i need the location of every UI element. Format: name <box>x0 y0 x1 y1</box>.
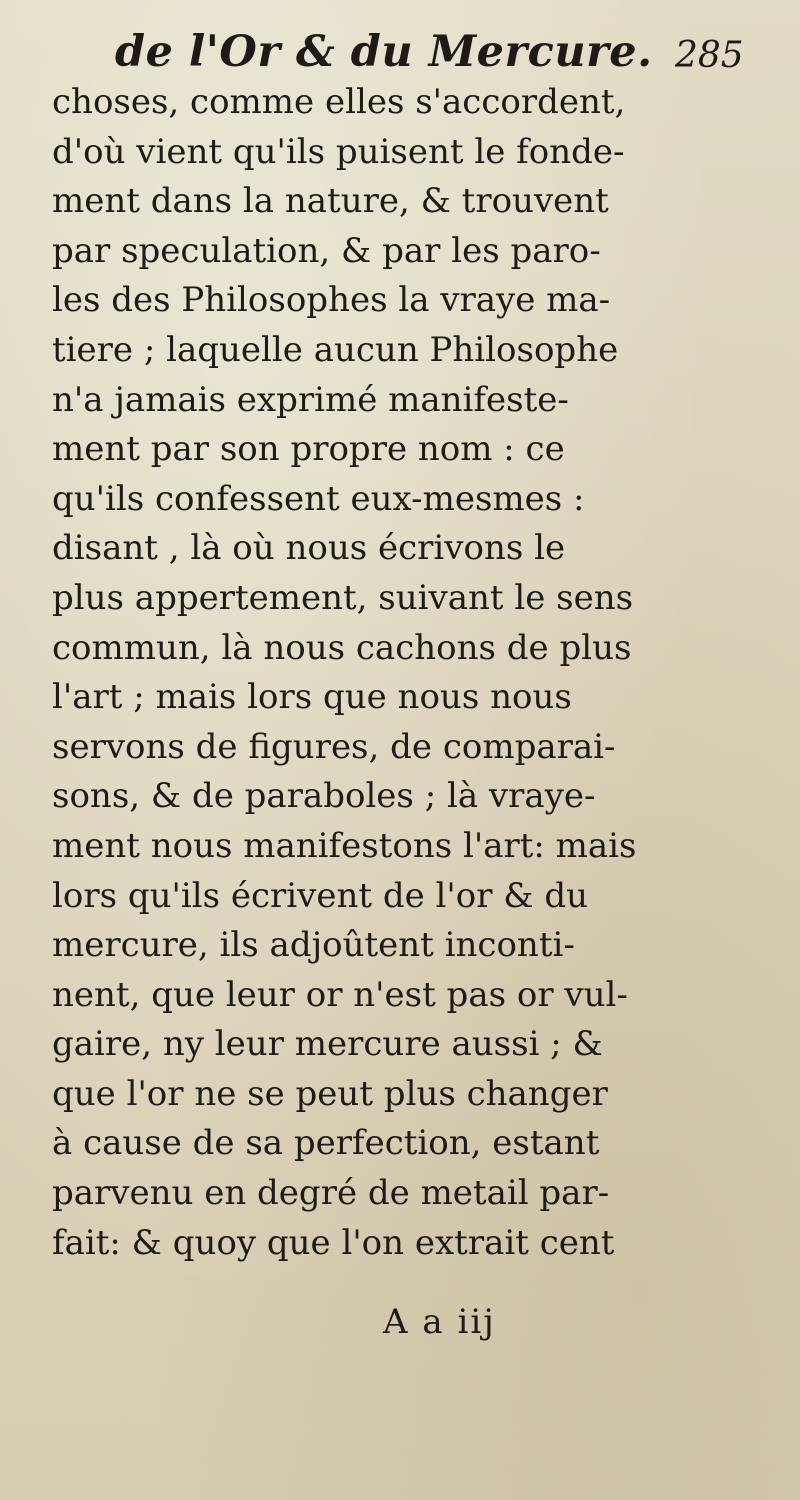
text-line: d'où vient qu'ils puisent le fonde- <box>52 131 625 172</box>
text-line: ment par son propre nom : ce <box>52 429 565 470</box>
text-line: nent, que leur or n'est pas or vul- <box>52 974 628 1015</box>
text-line: par speculation, & par les paro- <box>52 230 601 271</box>
text-line: tiere ; laquelle aucun Philosophe <box>52 329 619 370</box>
text-line: fait: & quoy que l'on extrait cent <box>52 1222 615 1263</box>
running-title: de l'Or & du Mercure. <box>115 27 653 77</box>
text-line: qu'ils confessent eux-mesmes : <box>52 478 585 519</box>
text-line: ment dans la nature, & trouvent <box>52 181 609 222</box>
text-line: ment nous manifestons l'art: mais <box>52 825 637 866</box>
text-line: choses, comme elles s'accordent, <box>52 82 626 122</box>
body-text <box>52 78 752 1268</box>
text-line: les des Philosophes la vraye ma- <box>52 280 611 321</box>
running-head <box>0 22 800 82</box>
text-line: disant , là où nous écrivons le <box>52 528 566 569</box>
text-line: à cause de sa perfection, estant <box>52 1123 600 1164</box>
signature-mark: A a iij <box>383 1302 496 1342</box>
text-line: commun, là nous cachons de plus <box>52 627 632 668</box>
text-line: n'a jamais exprimé manifeste- <box>52 379 569 420</box>
text-line: plus appertement, suivant le sens <box>52 577 634 618</box>
page-number: 285 <box>675 35 744 76</box>
text-line: l'art ; mais lors que nous nous <box>52 677 572 718</box>
text-line: lors qu'ils écrivent de l'or & du <box>52 875 589 916</box>
text-line: servons de figures, de comparai- <box>52 726 616 767</box>
text-line: mercure, ils adjoûtent inconti- <box>52 925 575 966</box>
text-line: gaire, ny leur mercure aussi ; & <box>52 1024 603 1065</box>
text-line: sons, & de paraboles ; là vraye- <box>52 776 596 817</box>
text-line: que l'or ne se peut plus changer <box>52 1073 608 1114</box>
text-line: parvenu en degré de metail par- <box>52 1173 610 1214</box>
